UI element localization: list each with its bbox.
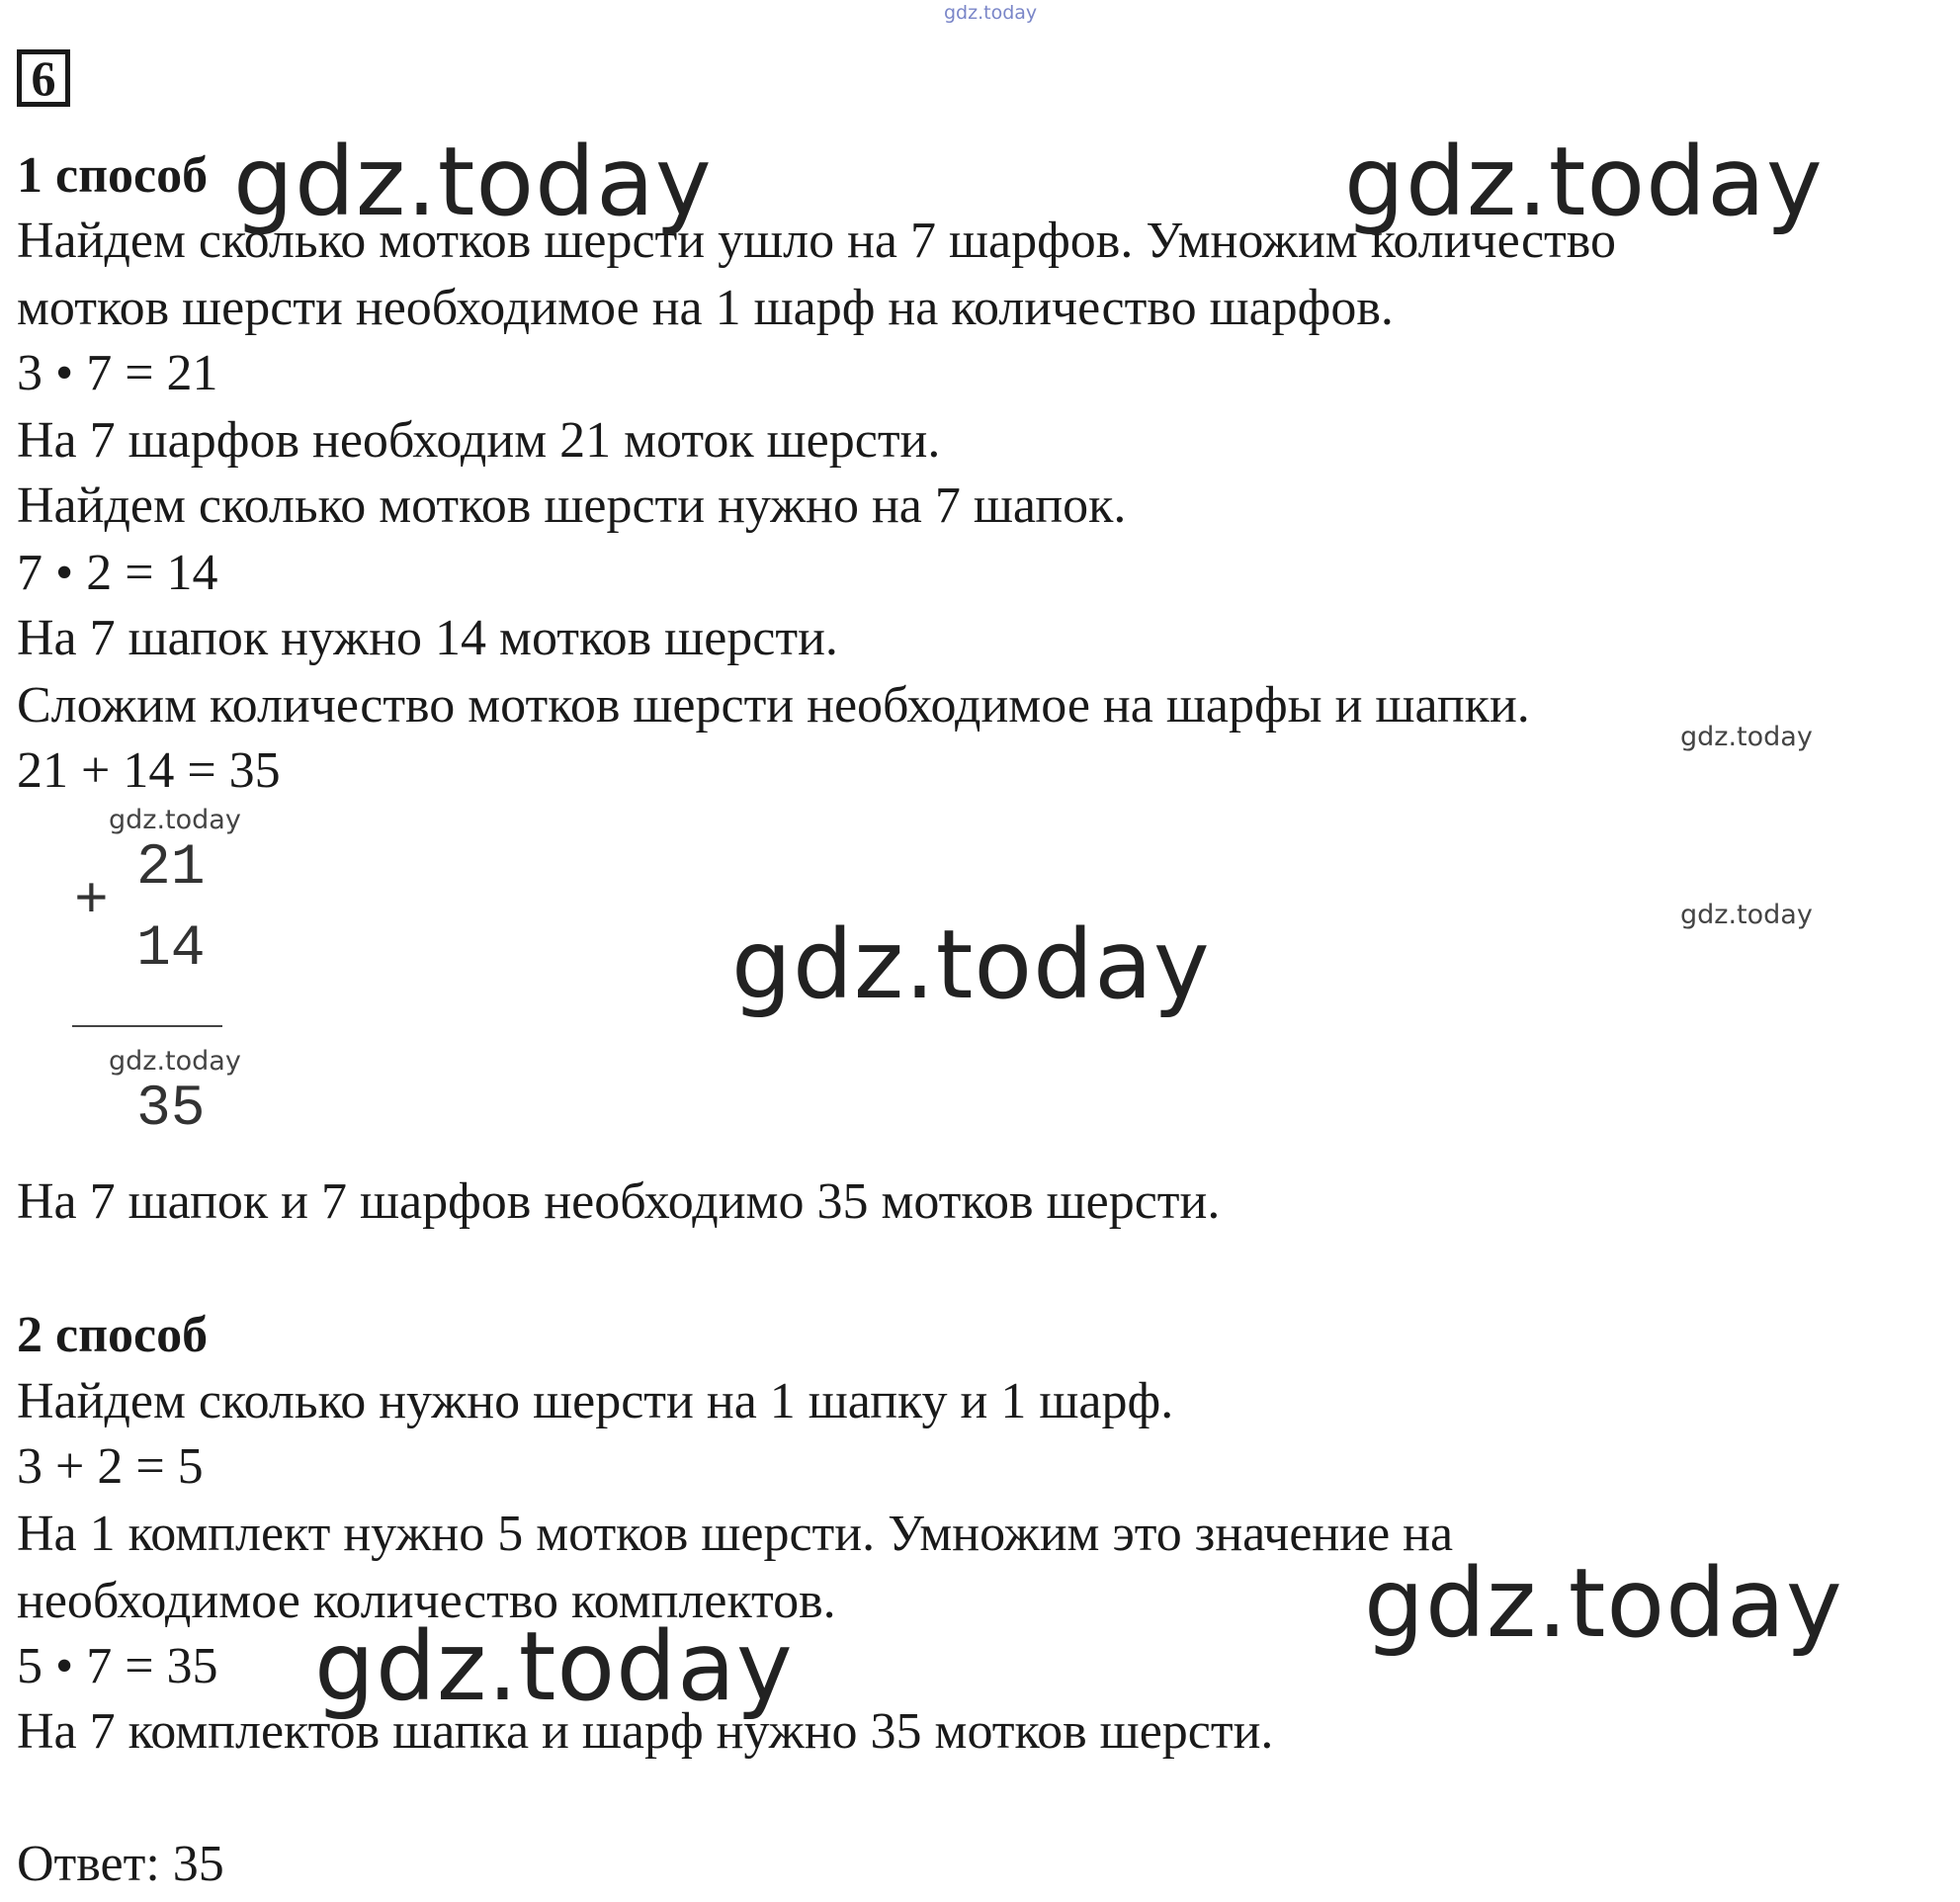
method2-line: Найдем сколько нужно шерсти на 1 шапку и 1 шарф. [17, 1373, 1174, 1429]
watermark-big: gdz.today [314, 1611, 794, 1722]
method2-title: 2 способ [17, 1307, 209, 1363]
column-operator: + [74, 870, 109, 934]
method1-line: Найдем сколько мотков шерсти ушло на 7 шарфов. Умножим количество [17, 213, 1616, 269]
method1-line: Найдем сколько мотков шерсти нужно на 7 шапок. [17, 477, 1127, 534]
method1-line: Сложим количество мотков шерсти необходимое на шарфы и шапки. [17, 677, 1530, 734]
method2-equation: 3 + 2 = 5 [17, 1438, 204, 1495]
watermark-small: gdz.today [109, 1046, 241, 1077]
method1-title: 1 способ [17, 147, 209, 204]
watermark-small: gdz.today [109, 805, 241, 835]
method2-line: На 7 комплектов шапка и шарф нужно 35 мотков шерсти. [17, 1703, 1274, 1760]
watermark-big: gdz.today [1364, 1548, 1843, 1659]
watermark-big: gdz.today [731, 909, 1211, 1020]
method2-equation: 5 • 7 = 35 [17, 1638, 218, 1694]
watermark-big: gdz.today [1344, 127, 1824, 237]
method1-line: На 7 шарфов необходим 21 моток шерсти. [17, 412, 941, 469]
column-sum: 35 [136, 1078, 206, 1142]
method1-conclusion: На 7 шапок и 7 шарфов необходимо 35 мотков шерсти. [17, 1173, 1221, 1230]
watermark-top: gdz.today [944, 2, 1038, 24]
method1-equation: 3 • 7 = 21 [17, 345, 218, 401]
watermark-big: gdz.today [233, 127, 713, 237]
column-divider-line [72, 1025, 222, 1027]
method1-equation: 7 • 2 = 14 [17, 545, 218, 601]
method2-line: необходимое количество комплектов. [17, 1573, 836, 1629]
watermark-small: gdz.today [1680, 900, 1813, 930]
answer: Ответ: 35 [17, 1836, 224, 1892]
task-number: 6 [17, 49, 70, 107]
watermark-small: gdz.today [1680, 722, 1813, 752]
column-addend-2: 14 [136, 917, 206, 982]
method2-line: На 1 комплект нужно 5 мотков шерсти. Умножим это значение на [17, 1506, 1454, 1562]
method1-equation: 21 + 14 = 35 [17, 742, 281, 799]
method1-line: мотков шерсти необходимое на 1 шарф на количество шарфов. [17, 280, 1394, 336]
method1-line: На 7 шапок нужно 14 мотков шерсти. [17, 610, 838, 666]
column-addend-1: 21 [136, 836, 206, 901]
